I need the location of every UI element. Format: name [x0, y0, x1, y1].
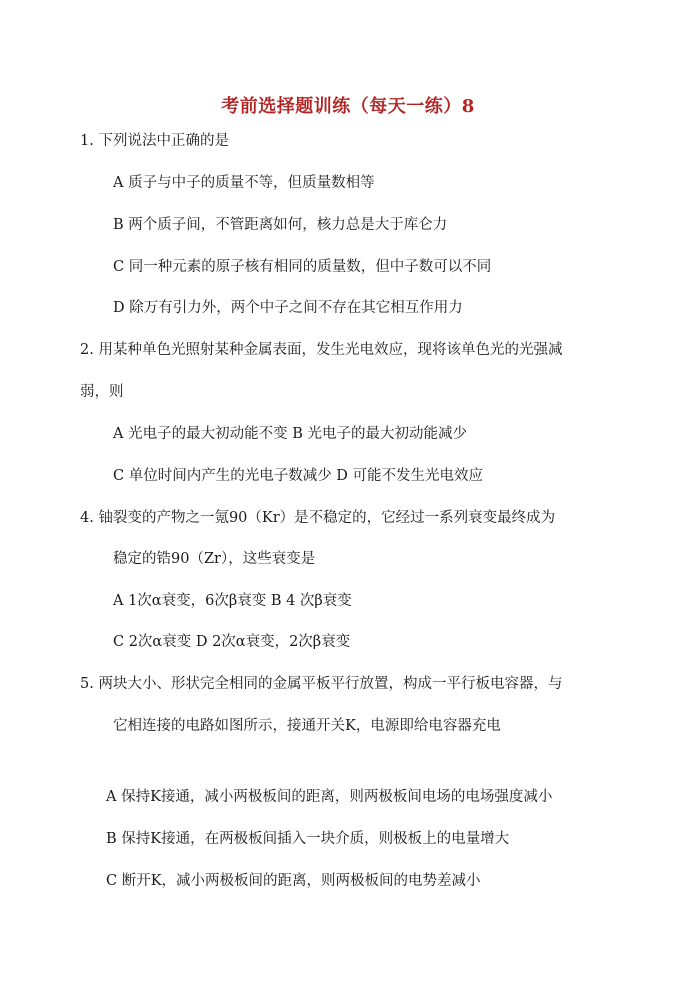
question-1-option-d: D 除万有引力外，两个中子之间不存在其它相互作用力 — [113, 300, 463, 316]
question-2-stem-line2: 弱，则 — [80, 384, 124, 400]
question-5-option-c: C 断开K，减小两极板间的距离，则两极板间的电势差减小 — [106, 873, 481, 889]
question-1-option-b: B 两个质子间，不管距离如何，核力总是大于库仑力 — [113, 217, 448, 233]
question-5-stem-line2: 它相连接的电路如图所示，接通开关K，电源即给电容器充电 — [113, 718, 501, 734]
page-title: 考前选择题训练（每天一练）8 — [221, 96, 475, 117]
question-1-option-a: A 质子与中子的质量不等，但质量数相等 — [113, 175, 375, 191]
question-4-options-ab: A 1次α衰变，6次β衰变 B 4 次β衰变 — [113, 593, 352, 609]
question-1-option-c: C 同一种元素的原子核有相同的质量数，但中子数可以不同 — [113, 259, 492, 275]
question-5-option-b: B 保持K接通，在两极板间插入一块介质，则极板上的电量增大 — [106, 831, 510, 847]
question-2-options-cd: C 单位时间内产生的光电子数减少 D 可能不发生光电效应 — [113, 468, 484, 484]
question-1-stem: 1. 下列说法中正确的是 — [80, 133, 229, 149]
question-5-option-a: A 保持K接通，减小两极板间的距离，则两极板间电场的电场强度减小 — [106, 789, 553, 805]
question-2-stem-line1: 2. 用某种单色光照射某种金属表面，发生光电效应，现将该单色光的光强减 — [80, 342, 563, 358]
question-4-stem-line1: 4. 铀裂变的产物之一氪90（Kr）是不稳定的，它经过一系列衰变最终成为 — [80, 510, 556, 526]
question-2-options-ab: A 光电子的最大初动能不变 B 光电子的最大初动能减少 — [113, 426, 467, 442]
question-4-options-cd: C 2次α衰变 D 2次α衰变，2次β衰变 — [113, 634, 351, 650]
question-4-stem-line2: 稳定的锆90（Zr），这些衰变是 — [113, 551, 316, 567]
question-5-stem-line1: 5. 两块大小、形状完全相同的金属平板平行放置，构成一平行板电容器，与 — [80, 676, 563, 692]
